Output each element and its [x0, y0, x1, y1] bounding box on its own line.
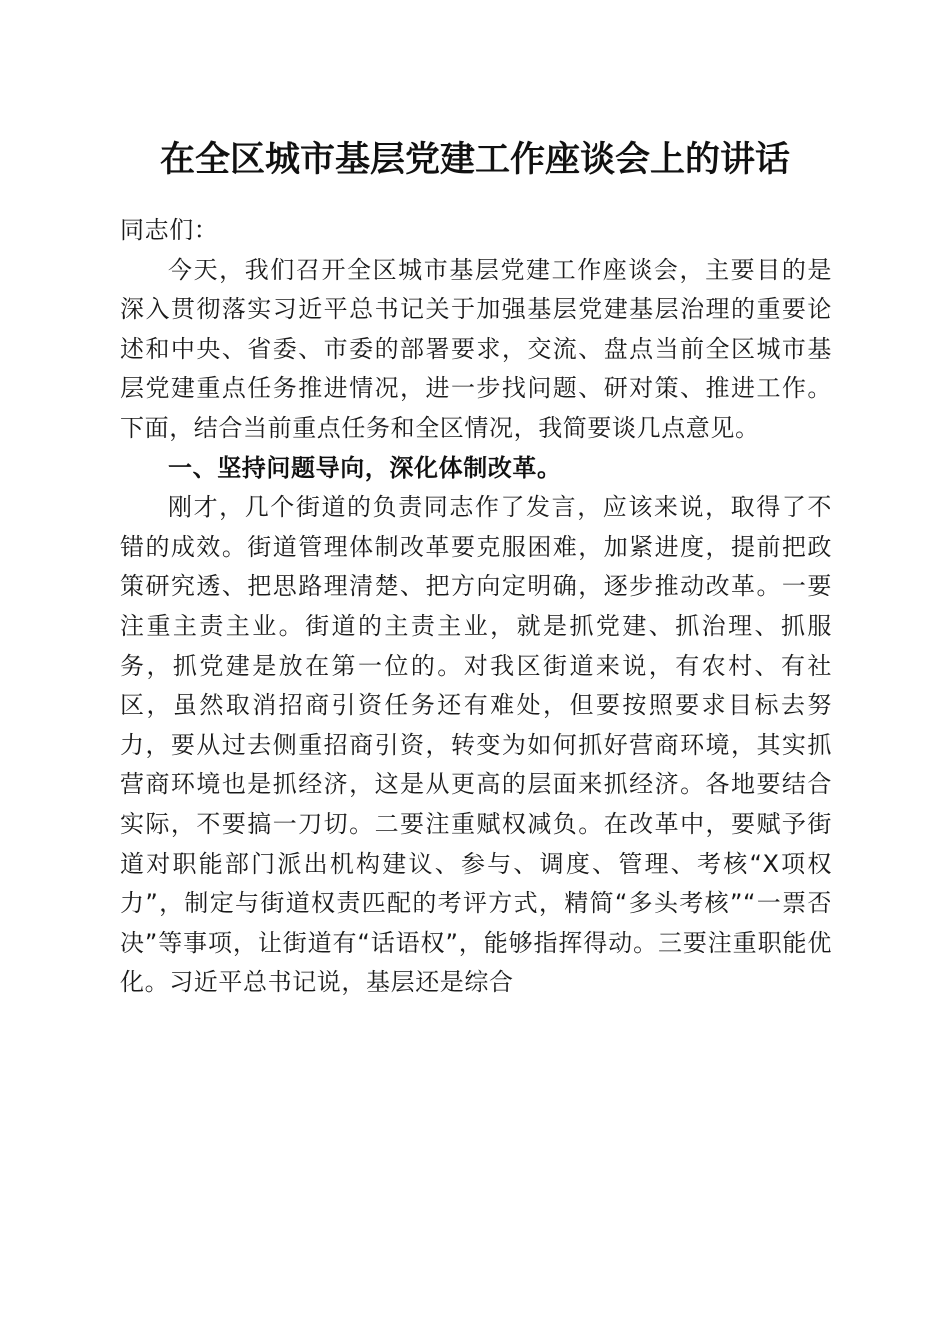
intro-paragraph: 今天，我们召开全区城市基层党建工作座谈会，主要目的是深入贯彻落实习近平总书记关于加强基层党建基层治理的重要论述和中央、省委、市委的部署要求，交流、盘点当前全区城市基层党建重点任务推进情况，进一步找问题、研对策、推进工作。下面，结合当前重点任务和全区情况，我简要谈几点意见。: [120, 255, 832, 442]
document-title: 在全区城市基层党建工作座谈会上的讲话: [159, 139, 790, 180]
salutation: 同志们：: [120, 216, 219, 244]
section-1-paragraph: 刚才，几个街道的负责同志作了发言，应该来说，取得了不错的成效。街道管理体制改革要克服困难，加紧进度，提前把政策研究透、把思路理清楚、把方向定明确，逐步推动改革。一要注重主责主业。街道的主责主业，就是抓党建、抓治理、抓服务，抓党建是放在第一位的。对我区街道来说，有农村、有社区，虽然取消招商引资任务还有难处，但要按照要求目标去努力，要从过去侧重招商引资，转变为如何抓好营商环境，其实抓营商环境也是抓经济，这是从更高的层面来抓经济。各地要结合实际，不要搞一刀切。二要注重赋权减负。在改革中，要赋予街道对职能部门派出机构建议、参与、调度、管理、考核“X项权力”，制定与街道权责匹配的考评方式，精简“多头考核”“一票否决”等事项，让街道有“话语权”，能够指挥得动。三要注重职能优化。习近平总书记说，基层还是综合: [120, 493, 832, 997]
section-1-heading: 一、坚持问题导向，深化体制改革。: [168, 453, 562, 482]
document-body: [120, 211, 832, 1003]
